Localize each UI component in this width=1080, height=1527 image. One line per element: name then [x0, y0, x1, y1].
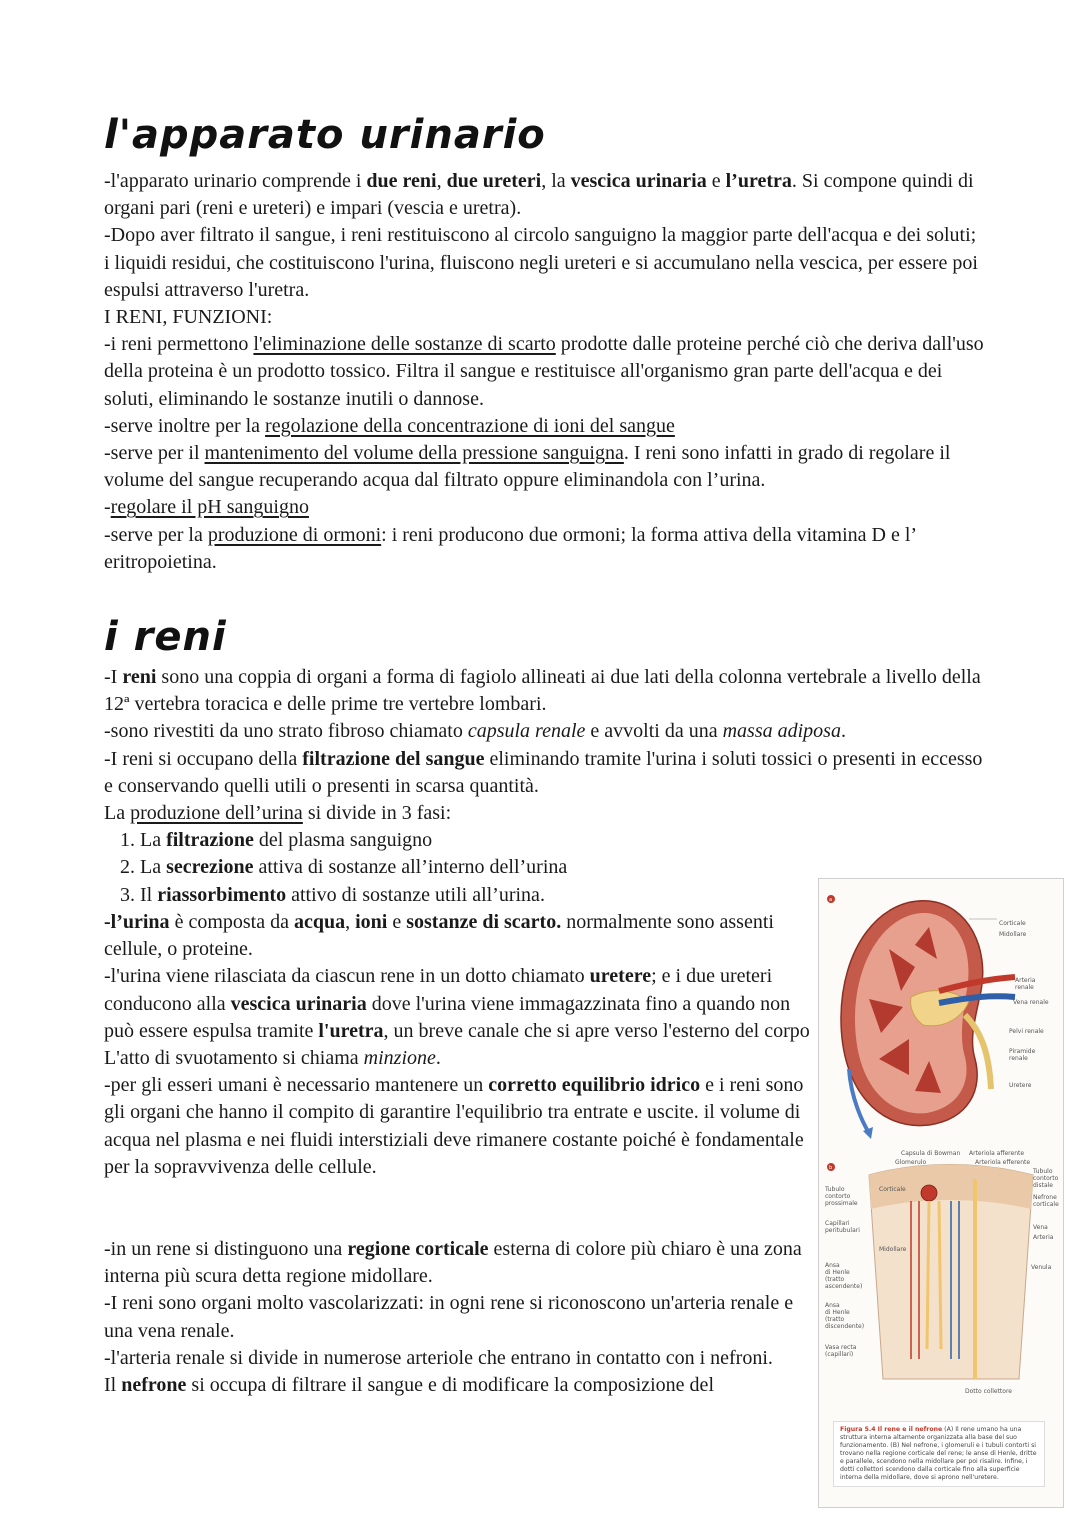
text: -serve per la — [104, 523, 208, 546]
label-capillari: peritubulari — [825, 1227, 860, 1234]
paragraph — [104, 1045, 816, 1072]
text: del plasma sanguigno — [253, 829, 433, 852]
label-tubulo-distale: distale — [1033, 1182, 1053, 1189]
kidney-nephron-figure — [818, 878, 1064, 1508]
text: -l'urina viene rilasciata da ciascun rene in un dotto chiamato — [104, 965, 590, 988]
text: ; e i due ureteri conducono alla — [104, 965, 773, 1015]
bold-text: nefrone — [121, 1374, 187, 1397]
marker-a: a — [829, 897, 833, 903]
text: . — [840, 720, 846, 743]
text: , — [436, 170, 447, 192]
paragraph — [104, 331, 984, 413]
text: prodotte dalle proteine perché ciò che deriva dall'uso della proteina è un prodotto tossico. Filtra il sangue e restituisce all'organismo gran parte dell'acqua e dei soluti, eliminando le sostanze inutili o dannose. — [104, 333, 984, 410]
text: -in un rene si distinguono una — [104, 1238, 348, 1260]
label-vena-renale: Vena renale — [1013, 999, 1049, 1006]
text: e — [706, 170, 726, 192]
bold-text: due reni — [366, 170, 437, 192]
underlined-text: mantenimento del volume della pressione sanguigna — [204, 442, 624, 465]
text: Il — [104, 1374, 122, 1397]
list-item — [140, 827, 984, 854]
text: -serve inoltre per la — [104, 414, 266, 437]
bold-text: l'uretra — [318, 1019, 384, 1042]
text: -l'apparato urinario comprende i — [104, 170, 367, 192]
bold-text: uretere — [589, 965, 652, 988]
underlined-text: regolare il pH sanguigno — [110, 496, 309, 519]
section-title-reni: i reni — [104, 614, 227, 660]
underlined-text: produzione di ormoni — [207, 523, 382, 546]
text: normalmente sono assenti cellule, o proteine. — [104, 911, 774, 961]
text: -serve per il — [104, 442, 205, 465]
text: -sono rivestiti da uno strato fibroso chiamato — [104, 720, 468, 743]
bold-text: -l’urina — [104, 911, 170, 933]
text: -I reni si occupano della — [104, 747, 303, 770]
label-ansa-ascendente: ascendente) — [825, 1283, 863, 1290]
bold-text: vescica urinaria — [570, 170, 707, 192]
text: , — [345, 911, 356, 933]
text: . — [435, 1047, 441, 1070]
label-ansa-ascendente: Ansa — [825, 1262, 840, 1269]
label-venula: Venula — [1031, 1264, 1052, 1271]
label-midollare: Midollare — [999, 931, 1027, 938]
caption-text: (A) Il rene umano ha una struttura interna altamente organizzata alla base del suo funzionamento. (B) Nel nefrone, i glomeruli e i tubuli contorti si trovano nella regione corticale del rene; le anse di Henle, dritte e parallele, scendono nella midollare per poi risalire. Infine, i dotti collettori scendono dalla corticale fino alla superficie interna della midollare, dove si aprono nell'uretere. — [840, 1426, 1037, 1481]
italic-text: massa adiposa — [722, 720, 841, 743]
text: Il — [140, 883, 158, 906]
bold-text: corretto equilibrio idrico — [488, 1074, 701, 1097]
text: La — [140, 829, 167, 852]
bold-text: sostanze di scarto. — [406, 911, 562, 933]
text: L'atto di svuotamento si chiama — [104, 1047, 364, 1070]
label-ansa-ascendente: (tratto — [825, 1276, 845, 1283]
paragraph — [104, 1072, 816, 1181]
text: - — [104, 496, 111, 519]
paragraph — [104, 746, 984, 800]
paragraph — [104, 1372, 816, 1399]
section-reni-intro — [104, 664, 984, 909]
paragraph — [104, 413, 984, 440]
section-apparato-body — [104, 168, 984, 576]
bold-text: acqua — [293, 911, 346, 933]
label-ansa-discendente: Ansa — [825, 1302, 840, 1309]
text: è composta da — [169, 911, 294, 933]
bold-text: secrezione — [166, 856, 254, 879]
bold-text: ioni — [355, 911, 388, 933]
text: sono una coppia di organi a forma di fagiolo allineati ai due lati della colonna vertebrale a livello della 12ª vertebra toracica e delle prime tre vertebre lombari. — [104, 666, 981, 716]
text: e avvolti da una — [585, 720, 723, 743]
section-reni-body-2 — [104, 1236, 816, 1399]
text: : i reni producono due ormoni; la forma attiva della vitamina D e l’ eritropoietina. — [104, 523, 916, 573]
paragraph: -Dopo aver filtrato il sangue, i reni restituiscono al circolo sanguigno la maggior parte dell'acqua e dei soluti; i liquidi residui, che costituiscono l'urina, fluiscono negli ureteri e si accumulano nella vescica, per essere poi espulsi attraverso l'uretra. — [104, 224, 978, 301]
marker-b: b — [829, 1165, 833, 1171]
label-tubulo-distale: Tubulo — [1033, 1168, 1053, 1175]
bold-text: l’uretra — [725, 170, 792, 192]
label-ansa-discendente: (tratto — [825, 1316, 845, 1323]
text: . I reni sono infatti in grado di regolare il volume del sangue recuperando acqua dal filtrato oppure eliminandola con l’urina. — [104, 442, 951, 492]
text: attivo di sostanze utili all’urina. — [286, 883, 545, 906]
label-tubulo-distale: contorto — [1033, 1175, 1059, 1182]
text: La — [140, 856, 167, 879]
section-reni-body — [104, 909, 816, 1181]
text: , un breve canale che si apre verso l'esterno del corpo — [383, 1019, 810, 1042]
paragraph: -I reni sono organi molto vascolarizzati: in ogni rene si riconoscono un'arteria renale e una vena renale. — [104, 1292, 794, 1342]
paragraph — [104, 494, 984, 521]
paragraph — [104, 800, 984, 827]
label-glomerulo: Glomerulo — [895, 1159, 927, 1166]
label-ansa-ascendente: di Henle — [825, 1269, 850, 1276]
bold-text: riassorbimento — [157, 883, 287, 906]
label-corticale-b: Corticale — [879, 1186, 906, 1193]
label-arteria: Arteria — [1015, 977, 1036, 984]
label-tubulo-prossimale: contorto — [825, 1193, 851, 1200]
label-vasa-recta: (capillari) — [825, 1351, 854, 1358]
text: -per gli esseri umani è necessario mantenere un — [104, 1074, 489, 1097]
label-tubulo-prossimale: prossimale — [825, 1200, 858, 1207]
paragraph — [104, 168, 984, 222]
paragraph: I RENI, FUNZIONI: — [104, 306, 273, 329]
figure-caption — [833, 1421, 1045, 1487]
caption-title: Figura 5.4 Il rene e il nefrone — [840, 1426, 943, 1433]
text: , la — [541, 170, 571, 192]
paragraph — [104, 909, 816, 963]
italic-text: capsula renale — [467, 720, 586, 743]
label-capsula-bowman: Capsula di Bowman — [901, 1150, 961, 1157]
label-arteriola-efferente: Arteriola efferente — [975, 1159, 1031, 1166]
kidney-illustration — [819, 879, 1063, 1419]
label-vena-b: Vena — [1033, 1224, 1048, 1231]
label-pelvi-renale: Pelvi renale — [1009, 1028, 1044, 1035]
label-nefrone: corticale — [1033, 1201, 1059, 1208]
bold-text: due ureteri — [446, 170, 542, 192]
label-midollare-b: Midollare — [879, 1246, 907, 1253]
text: -i reni permettono — [104, 333, 254, 356]
bold-text: vescica urinaria — [230, 992, 367, 1015]
label-corticale: Corticale — [999, 920, 1026, 927]
bold-text: regione corticale — [347, 1238, 489, 1260]
label-ansa-discendente: discendente) — [825, 1323, 865, 1330]
label-ansa-discendente: di Henle — [825, 1309, 850, 1316]
label-nefrone: Nefrone — [1033, 1194, 1057, 1201]
label-dotto-collettore: Dotto collettore — [965, 1388, 1012, 1395]
paragraph — [104, 718, 984, 745]
glomerulus — [921, 1185, 937, 1201]
text: esterna di colore più chiaro è una zona interna più scura detta regione midollare. — [104, 1238, 802, 1288]
label-renale: renale — [1015, 984, 1034, 991]
label-renale: renale — [1009, 1055, 1028, 1062]
paragraph — [104, 963, 816, 1045]
bold-text: filtrazione del sangue — [302, 747, 485, 770]
label-tubulo-prossimale: Tubulo — [825, 1186, 845, 1193]
text: . Si compone quindi di organi pari (reni e ureteri) e impari (vescia e uretra). — [104, 170, 974, 220]
text: eliminando tramite l'urina i soluti tossici o presenti in eccesso e conservando quelli utili o presenti in scarsa quantità. — [104, 747, 983, 797]
paragraph — [104, 522, 984, 576]
text: dove l'urina viene immagazzinata fino a quando non può essere espulsa tramite — [104, 992, 791, 1042]
paragraph — [104, 1236, 816, 1290]
label-piramide: Piramide — [1009, 1048, 1036, 1055]
paragraph — [104, 440, 984, 494]
text: e — [387, 911, 407, 933]
label-uretere: Uretere — [1009, 1082, 1032, 1089]
text: La — [104, 802, 131, 825]
underlined-text: regolazione della concentrazione di ioni del sangue — [265, 414, 675, 437]
italic-text: minzione — [363, 1047, 436, 1070]
underlined-text: produzione dell’urina — [130, 802, 303, 825]
text: si divide in 3 fasi: — [302, 802, 452, 825]
label-arteria-b: Arteria — [1033, 1234, 1054, 1241]
text: si occupa di filtrare il sangue e di modificare la composizione del — [186, 1374, 714, 1397]
label-capillari: Capillari — [825, 1220, 850, 1227]
bold-text: filtrazione — [166, 829, 254, 852]
text: e i reni sono gli organi che hanno il compito di garantire l'equilibrio tra entrate e uscite. il volume di acqua nel plasma e nei fluidi interstiziali deve rimanere costante poiché è fondamentale per la sopravvivenza delle cellule. — [104, 1074, 804, 1178]
text: attiva di sostanze all’interno dell’urina — [253, 856, 568, 879]
label-vasa-recta: Vasa recta — [825, 1344, 857, 1351]
paragraph — [104, 664, 984, 718]
section-title-apparato: l'apparato urinario — [104, 112, 546, 158]
bold-text: reni — [122, 666, 157, 688]
underlined-text: l'eliminazione delle sostanze di scarto — [253, 333, 556, 356]
paragraph: -l'arteria renale si divide in numerose arteriole che entrano in contatto con i nefroni. — [104, 1346, 773, 1369]
text: -I — [104, 666, 123, 688]
label-arteriola-afferente: Arteriola afferente — [969, 1150, 1025, 1157]
